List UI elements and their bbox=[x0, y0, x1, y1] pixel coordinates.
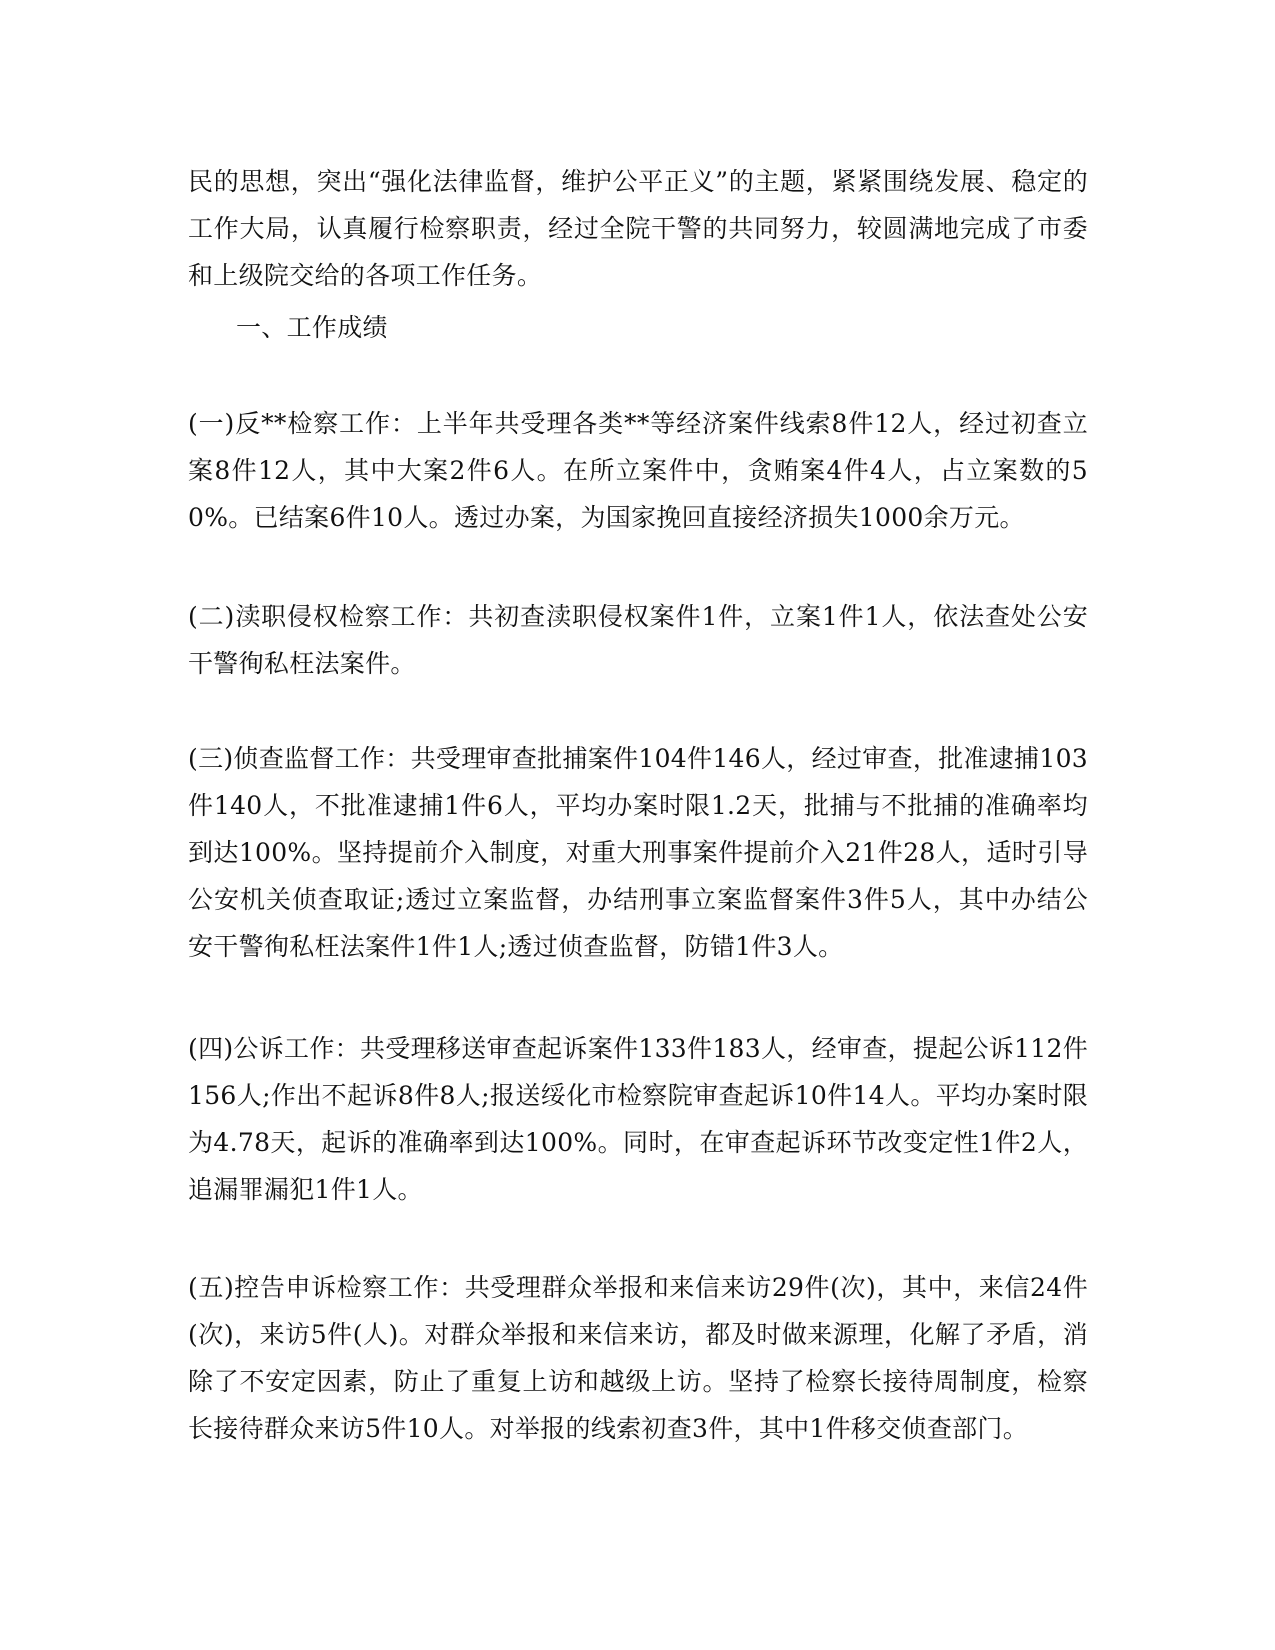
paragraph-dereliction: (二)渎职侵权检察工作：共初查渎职侵权案件1件，立案1件1人，依法查处公安干警徇私枉法案件。 bbox=[188, 602, 1088, 678]
paragraph-complaints: (五)控告申诉检察工作：共受理群众举报和来信来访29件(次)，其中，来信24件(次)，来访5件(人)。对群众举报和来信来访，都及时做来源理，化解了矛盾，消除了不安定因素，防止了重复上访和越级上访。坚持了检察长接待周制度，检察长接待群众来访5件10人。对举报的线索初查3件，其中1件移交侦查部门。 bbox=[188, 1273, 1088, 1443]
paragraph-prosecution: (四)公诉工作：共受理移送审查起诉案件133件183人，经审查，提起公诉112件156人;作出不起诉8件8人;报送绥化市检察院审查起诉10件14人。平均办案时限为4.78天，起诉的准确率到达100%。同时，在审查起诉环节改变定性1件2人，追漏罪漏犯1件1人。 bbox=[188, 1034, 1088, 1204]
paragraph-anti-corruption: (一)反**检察工作：上半年共受理各类**等经济案件线索8件12人，经过初查立案8件12人，其中大案2件6人。在所立案件中，贪贿案4件4人，占立案数的50%。已结案6件10人。透过办案，为国家挽回直接经济损失1000余万元。 bbox=[188, 409, 1088, 532]
section-heading: 一、工作成绩 bbox=[236, 313, 388, 342]
paragraph-investigation-supervision: (三)侦查监督工作：共受理审查批捕案件104件146人，经过审查，批准逮捕103件140人，不批准逮捕1件6人，平均办案时限1.2天，批捕与不批捕的准确率均到达100%。坚持提前介入制度，对重大刑事案件提前介入21件28人，适时引导公安机关侦查取证;透过立案监督，办结刑事立案监督案件3件5人，其中办结公安干警徇私枉法案件1件1人;透过侦查监督，防错1件3人。 bbox=[188, 744, 1088, 961]
intro-paragraph: 民的思想，突出“强化法律监督，维护公平正义”的主题，紧紧围绕发展、稳定的工作大局，认真履行检察职责，经过全院干警的共同努力，较圆满地完成了市委和上级院交给的各项工作任务。 bbox=[188, 167, 1088, 290]
